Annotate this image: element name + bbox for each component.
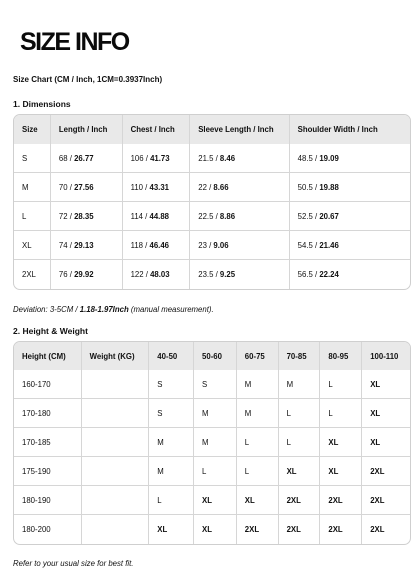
size-recommendation-cell: M <box>194 399 237 428</box>
table-row <box>14 231 410 260</box>
separator: / <box>67 270 75 279</box>
measurement-cell <box>290 173 410 202</box>
cm-value: 21.5 <box>198 153 214 163</box>
measurement-cell <box>123 173 191 202</box>
cm-value: 114 <box>130 211 143 221</box>
measurement-cell <box>190 144 289 173</box>
measurement-cell <box>123 144 191 173</box>
measurement-cell <box>123 260 191 289</box>
size-recommendation-cell: 2XL <box>279 486 321 515</box>
header-weight: Weight (KG) <box>82 342 150 370</box>
table-row <box>14 457 410 486</box>
separator: / <box>312 270 320 279</box>
header-chest: Chest / Inch <box>123 115 191 144</box>
separator: / <box>312 153 320 163</box>
weight-cell <box>82 428 150 457</box>
header-size: Size <box>14 115 51 144</box>
size-recommendation-cell: M <box>149 457 194 486</box>
separator: / <box>213 270 220 279</box>
size-recommendation-cell: XL <box>320 428 362 457</box>
cm-value: 122 <box>130 270 144 279</box>
size-recommendation-cell: XL <box>320 457 362 486</box>
table-row <box>14 486 410 515</box>
size-recommendation-cell: L <box>237 457 279 486</box>
size-recommendation-cell: 2XL <box>362 457 410 486</box>
inch-value: 41.73 <box>150 153 170 163</box>
cm-value: 22.5 <box>198 211 214 221</box>
size-recommendation-cell: L <box>194 457 237 486</box>
size-recommendation-cell: M <box>194 428 237 457</box>
size-recommendation-cell: M <box>237 399 279 428</box>
table-row <box>14 173 410 202</box>
size-recommendation-cell: M <box>237 370 279 399</box>
size-recommendation-cell: L <box>149 486 194 515</box>
table-row <box>14 515 410 544</box>
separator: / <box>143 182 150 192</box>
inch-value: 8.46 <box>219 153 236 163</box>
inch-value: 48.03 <box>150 270 170 279</box>
measurement-cell <box>51 260 123 289</box>
measurement-cell <box>51 231 123 260</box>
inch-value: 46.46 <box>149 240 170 250</box>
separator: / <box>213 211 220 221</box>
size-recommendation-cell: 2XL <box>320 486 362 515</box>
separator: / <box>312 182 320 192</box>
size-cell: M <box>14 173 51 202</box>
size-recommendation-cell: XL <box>362 428 410 457</box>
weight-cell <box>82 515 150 544</box>
separator: / <box>206 182 214 192</box>
deviation-inch: 1.18-1.97Inch <box>79 305 129 314</box>
height-cell: 170-180 <box>14 399 82 428</box>
cm-value: 118 <box>130 240 143 250</box>
inch-value: 43.31 <box>149 182 170 192</box>
cm-value: 54.5 <box>297 240 313 250</box>
page-title: SIZE INFO <box>20 28 129 56</box>
size-recommendation-cell: S <box>149 370 194 399</box>
size-recommendation-cell: L <box>279 399 321 428</box>
cm-value: 50.5 <box>297 182 313 192</box>
cm-value: 23 <box>198 240 207 250</box>
inch-value: 8.66 <box>213 182 229 192</box>
size-recommendation-cell: L <box>320 399 362 428</box>
table-row <box>14 399 410 428</box>
inch-value: 28.35 <box>74 211 94 221</box>
height-weight-header-row <box>14 342 410 370</box>
cm-value: 72 <box>58 211 68 221</box>
separator: / <box>67 211 75 221</box>
weight-cell <box>82 370 150 399</box>
table-row <box>14 428 410 457</box>
height-weight-table <box>13 341 411 545</box>
inch-value: 27.56 <box>74 182 94 192</box>
measurement-cell <box>51 173 123 202</box>
size-recommendation-cell: S <box>194 370 237 399</box>
weight-cell <box>82 399 150 428</box>
cm-value: 70 <box>58 182 68 192</box>
size-cell: 2XL <box>14 260 51 289</box>
header-weight-range: 40-50 <box>149 342 194 370</box>
inch-value: 21.46 <box>319 240 339 250</box>
dimensions-heading: 1. Dimensions <box>13 99 71 109</box>
separator: / <box>143 211 150 221</box>
header-height: Height (CM) <box>14 342 82 370</box>
measurement-cell <box>290 202 410 231</box>
cm-value: 76 <box>58 270 68 279</box>
cm-value: 106 <box>130 153 144 163</box>
inch-value: 26.77 <box>74 153 94 163</box>
measurement-cell <box>190 231 289 260</box>
header-weight-range: 60-75 <box>237 342 279 370</box>
header-weight-range: 80-95 <box>320 342 362 370</box>
inch-value: 9.25 <box>219 270 236 279</box>
header-length: Length / Inch <box>51 115 123 144</box>
inch-value: 9.06 <box>213 240 229 250</box>
cm-value: 74 <box>58 240 68 250</box>
height-cell: 170-185 <box>14 428 82 457</box>
separator: / <box>312 240 320 250</box>
measurement-cell <box>190 260 289 289</box>
cm-value: 56.5 <box>297 270 313 279</box>
inch-value: 20.67 <box>319 211 339 221</box>
size-recommendation-cell: 2XL <box>362 486 410 515</box>
measurement-cell <box>290 231 410 260</box>
inch-value: 22.24 <box>319 270 339 279</box>
measurement-cell <box>123 202 191 231</box>
measurement-cell <box>51 144 123 173</box>
separator: / <box>67 240 75 250</box>
cm-value: 48.5 <box>297 153 313 163</box>
deviation-suffix: (manual measurement). <box>128 305 214 314</box>
height-cell: 180-200 <box>14 515 82 544</box>
separator: / <box>143 153 151 163</box>
height-weight-heading: 2. Height & Weight <box>13 326 88 336</box>
separator: / <box>213 153 220 163</box>
table-row <box>14 202 410 231</box>
measurement-cell <box>123 231 191 260</box>
size-chart-subtitle: Size Chart (CM / Inch, 1CM=0.3937Inch) <box>13 75 163 84</box>
size-recommendation-cell: L <box>279 428 321 457</box>
inch-value: 8.86 <box>219 211 236 221</box>
size-recommendation-cell: XL <box>194 515 237 544</box>
separator: / <box>143 240 150 250</box>
separator: / <box>312 211 320 221</box>
measurement-cell <box>51 202 123 231</box>
inch-value: 29.13 <box>74 240 94 250</box>
height-cell: 175-190 <box>14 457 82 486</box>
table-row <box>14 260 410 289</box>
dimensions-table <box>13 114 411 290</box>
measurement-cell <box>290 260 410 289</box>
cm-value: 23.5 <box>198 270 214 279</box>
size-recommendation-cell: 2XL <box>370 525 385 534</box>
height-cell: 160-170 <box>14 370 82 399</box>
size-cell: XL <box>14 231 51 260</box>
measurement-cell <box>190 202 289 231</box>
measurement-cell <box>190 173 289 202</box>
inch-value: 19.88 <box>319 182 339 192</box>
size-recommendation-cell: 2XL <box>237 515 279 544</box>
separator: / <box>67 153 75 163</box>
footer-note: Refer to your usual size for best fit. <box>13 559 134 568</box>
size-recommendation-cell: S <box>149 399 194 428</box>
deviation-prefix: Deviation: 3-5CM / <box>13 305 80 314</box>
separator: / <box>143 270 151 279</box>
size-recommendation-cell: L <box>237 428 279 457</box>
cm-value: 110 <box>130 182 143 192</box>
size-recommendation-cell: XL <box>362 370 410 399</box>
inch-value: 19.09 <box>319 153 339 163</box>
size-recommendation-cell: XL <box>279 457 321 486</box>
deviation-note <box>13 305 214 314</box>
table-row <box>14 144 410 173</box>
inch-value: 44.88 <box>149 211 170 221</box>
cm-value: 22 <box>198 182 207 192</box>
weight-cell <box>82 486 150 515</box>
separator: / <box>67 182 75 192</box>
cm-value: 68 <box>58 153 68 163</box>
size-recommendation-cell: L <box>320 370 362 399</box>
separator: / <box>206 240 214 250</box>
header-sleeve-length: Sleeve Length / Inch <box>190 115 289 144</box>
inch-value: 29.92 <box>74 270 94 279</box>
size-recommendation-cell: XL <box>149 515 194 544</box>
size-recommendation-cell: XL <box>194 486 237 515</box>
header-weight-range: 50-60 <box>194 342 237 370</box>
size-recommendation-cell: XL <box>362 399 410 428</box>
height-cell: 180-190 <box>14 486 82 515</box>
weight-cell <box>82 457 150 486</box>
size-recommendation-cell: 2XL <box>320 515 362 544</box>
header-shoulder-width: Shoulder Width / Inch <box>290 115 410 144</box>
size-recommendation-cell: XL <box>237 486 279 515</box>
size-recommendation-cell: 2XL <box>279 515 321 544</box>
measurement-cell <box>290 144 410 173</box>
header-weight-range: 70-85 <box>279 342 321 370</box>
size-cell: S <box>14 144 51 173</box>
header-weight-range: 100-110 <box>362 342 410 370</box>
size-cell: L <box>14 202 51 231</box>
size-recommendation-cell: M <box>279 370 321 399</box>
dimensions-header-row <box>14 115 410 144</box>
size-recommendation-cell: M <box>149 428 194 457</box>
table-row <box>14 370 410 399</box>
cm-value: 52.5 <box>297 211 313 221</box>
